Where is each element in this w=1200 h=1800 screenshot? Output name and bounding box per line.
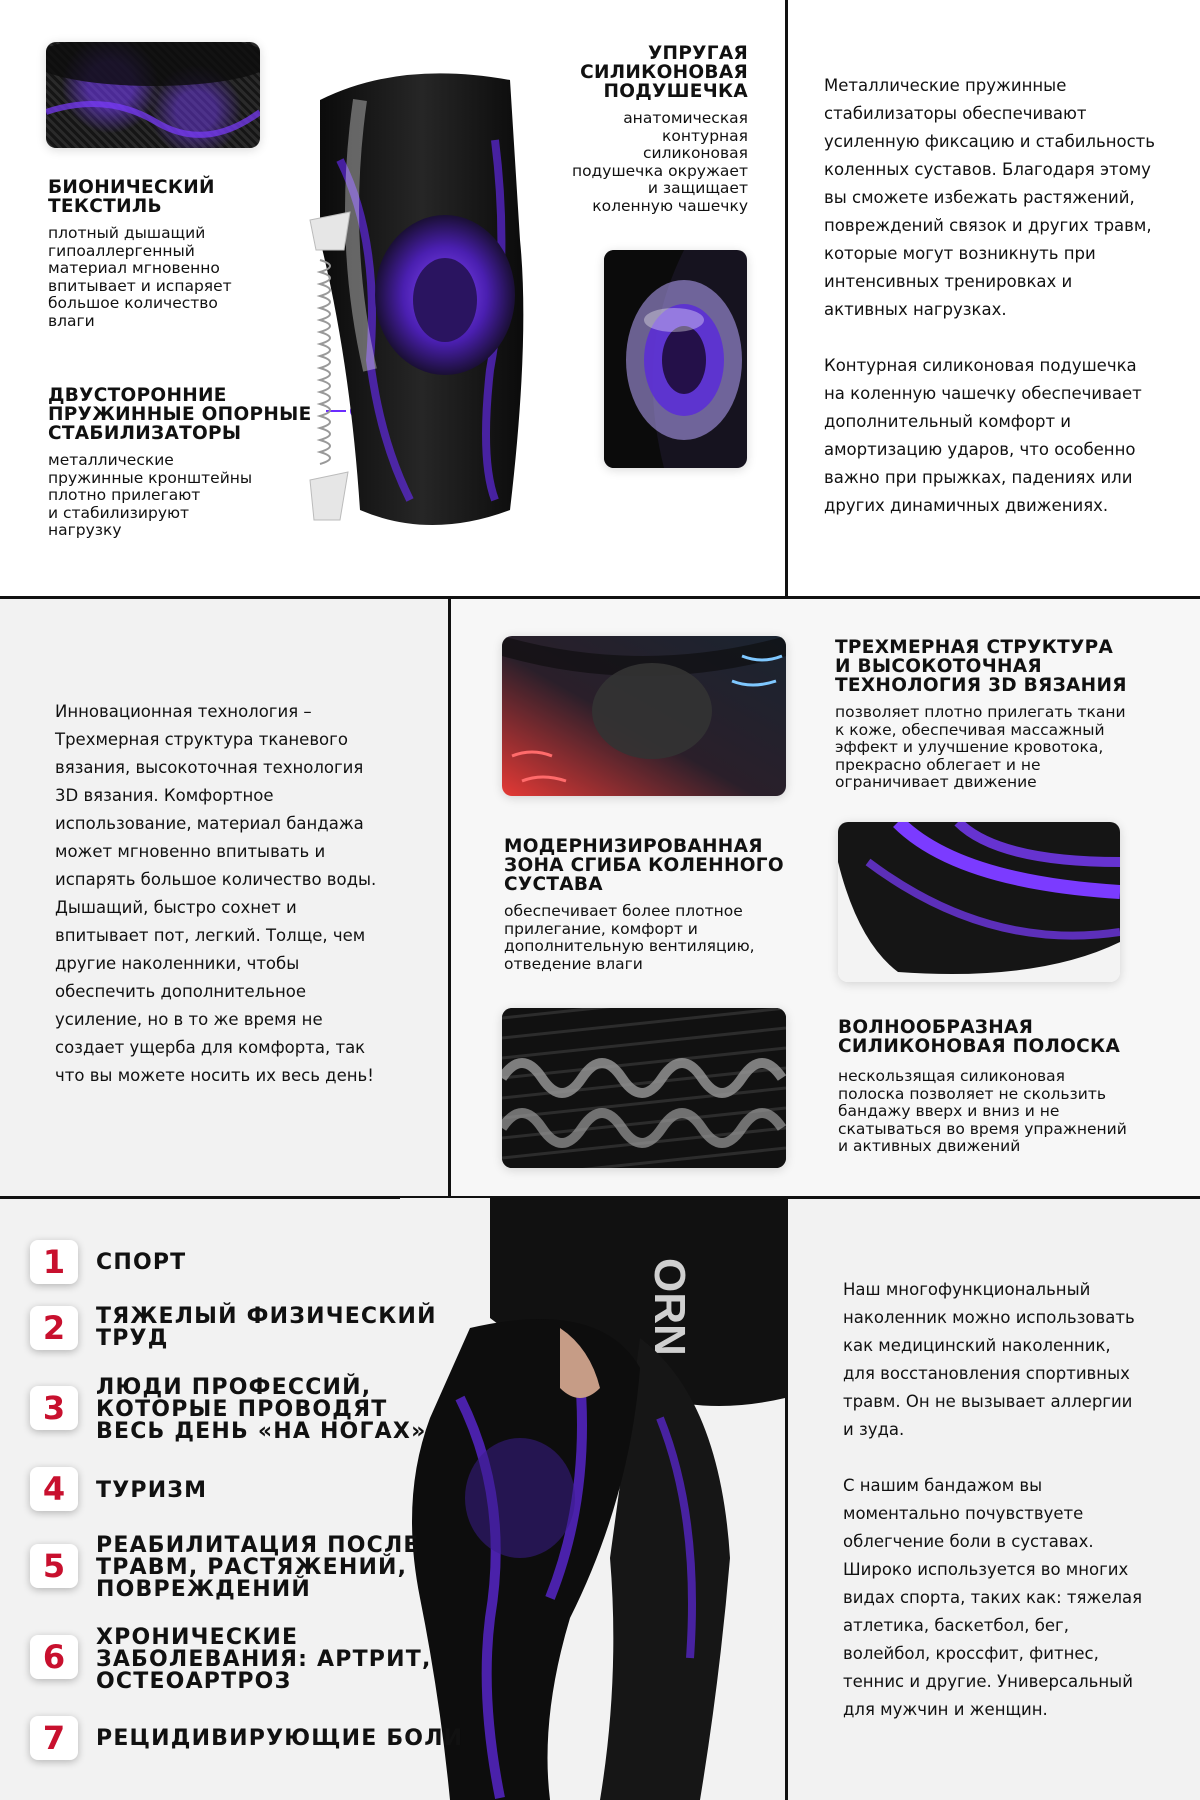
usage-item-on-feet: ЛЮДИ ПРОФЕССИЙ, КОТОРЫЕ ПРОВОДЯТ ВЕСЬ ДЕНЬ «НА НОГАХ» <box>96 1375 427 1444</box>
silicone-strip-title: ВОЛНООБРАЗНАЯ СИЛИКОНОВАЯ ПОЛОСКА <box>838 1017 1121 1057</box>
divider-vertical-middle <box>448 598 451 1198</box>
silicone-strip-text: нескользящая силиконовая полоска позволяет не скользить бандажу вверх и вниз и не скатываться во время упражнений и активных движений <box>838 1067 1127 1155</box>
multifunction-description: Наш многофункциональный наколенник можно использовать как медицинский наколенник, для восстановления спортивных травм. Он не вызывает аллергии и зуда. <box>843 1280 1135 1439</box>
knit-3d-title: ТРЕХМЕРНАЯ СТРУКТУРА И ВЫСОКОТОЧНАЯ ТЕХНОЛОГИЯ 3D ВЯЗАНИЯ <box>835 637 1127 696</box>
usage-item-heavy-work: ТЯЖЕЛЫЙ ФИЗИЧЕСКИЙ ТРУД <box>96 1304 437 1351</box>
spring-stabilizer-image <box>300 210 360 530</box>
shorts-logo-text: ORN <box>645 1258 694 1356</box>
bend-zone-title: МОДЕРНИЗИРОВАННАЯ ЗОНА СГИБА КОЛЕННОГО СУСТАВА <box>504 836 784 895</box>
technology-description: Инновационная технология – Трехмерная структура тканевого вязания, высокоточная технология 3D вязания. Комфортное использование, материал бандажа может мгновенно впитывать и испарять большое количество воды. Дышащий, быстро сохнет и впитывает пот, легкий. Толще, чем другие наколенники, чтобы обеспечить дополнительное усиление, но в то же время не создает ущерба для комфорта, так что вы можете носить их весь день! <box>55 702 377 1085</box>
usage-number-5: 5 <box>30 1544 78 1588</box>
knit-3d-text: позволяет плотно прилегать ткани к коже, обеспечивая массажный эффект и улучшение кровотока, прекрасно облегает и не ограничивает движение <box>835 703 1126 791</box>
stabilizers-description: Металлические пружинные стабилизаторы обеспечивают усиленную фиксацию и стабильность коленных суставов. Благодаря этому вы сможете избежать растяжений, повреждений связок и других травм, которые могут возникнуть при интенсивных тренировках и активных нагрузках. <box>824 76 1156 319</box>
pain-relief-description: С нашим бандажом вы моментально почувствуете облегчение боли в суставах. Широко используется во многих видах спорта, таких как: тяжелая атлетика, баскетбол, бег, волейбол, кроссфит, фитнес, теннис и другие. Универсальный для мужчин и женщин. <box>843 1476 1143 1719</box>
usage-item-chronic: ХРОНИЧЕСКИЕ ЗАБОЛЕВАНИЯ: АРТРИТ, ОСТЕОАРТРОЗ <box>96 1625 432 1694</box>
silicone-strip-photo <box>502 1008 786 1168</box>
bionic-textile-title: БИОНИЧЕСКИЙ ТЕКСТИЛЬ <box>48 177 215 217</box>
bend-zone-photo <box>838 822 1120 982</box>
bionic-textile-photo <box>46 42 260 148</box>
usage-number-3: 3 <box>30 1386 78 1430</box>
usage-item-tourism: ТУРИЗМ <box>96 1478 208 1503</box>
springs-title: ДВУСТОРОННИЕ ПРУЖИННЫЕ ОПОРНЫЕ СТАБИЛИЗАТОРЫ <box>48 385 312 444</box>
usage-number-2: 2 <box>30 1306 78 1350</box>
usage-item-sport: СПОРТ <box>96 1250 187 1275</box>
usage-number-4: 4 <box>30 1467 78 1511</box>
bend-zone-text: обеспечивает более плотное прилегание, комфорт и дополнительную вентиляцию, отведение влаги <box>504 902 755 973</box>
knit-structure-photo <box>502 636 786 796</box>
pad-description: Контурная силиконовая подушечка на коленную чашечку обеспечивает дополнительный комфорт и амортизацию ударов, что особенно важно при прыжках, падениях или других динамичных движениях. <box>824 356 1142 515</box>
silicone-pad-text: анатомическая контурная силиконовая подушечка окружает и защищает коленную чашечку <box>571 109 748 215</box>
usage-number-7: 7 <box>30 1716 78 1760</box>
usage-number-6: 6 <box>30 1635 78 1679</box>
divider-horizontal-1 <box>0 596 1200 599</box>
silicone-pad-photo <box>604 250 747 468</box>
springs-text: металлические пружинные кронштейны плотно прилегают и стабилизируют нагрузку <box>48 451 253 539</box>
divider-vertical-bottom <box>785 1198 788 1800</box>
usage-item-recurring-pain: РЕЦИДИВИРУЮЩИЕ БОЛИ <box>96 1726 464 1751</box>
silicone-pad-title: УПРУГАЯ СИЛИКОНОВАЯ ПОДУШЕЧКА <box>580 43 748 102</box>
bionic-textile-text: плотный дышащий гипоаллергенный материал мгновенно впитывает и испаряет большое количество влаги <box>48 224 232 330</box>
divider-vertical-top <box>785 0 788 598</box>
usage-number-1: 1 <box>30 1240 78 1284</box>
usage-item-rehabilitation: РЕАБИЛИТАЦИЯ ПОСЛЕ ТРАВМ, РАСТЯЖЕНИЙ, ПОВРЕЖДЕНИЙ <box>96 1533 420 1602</box>
